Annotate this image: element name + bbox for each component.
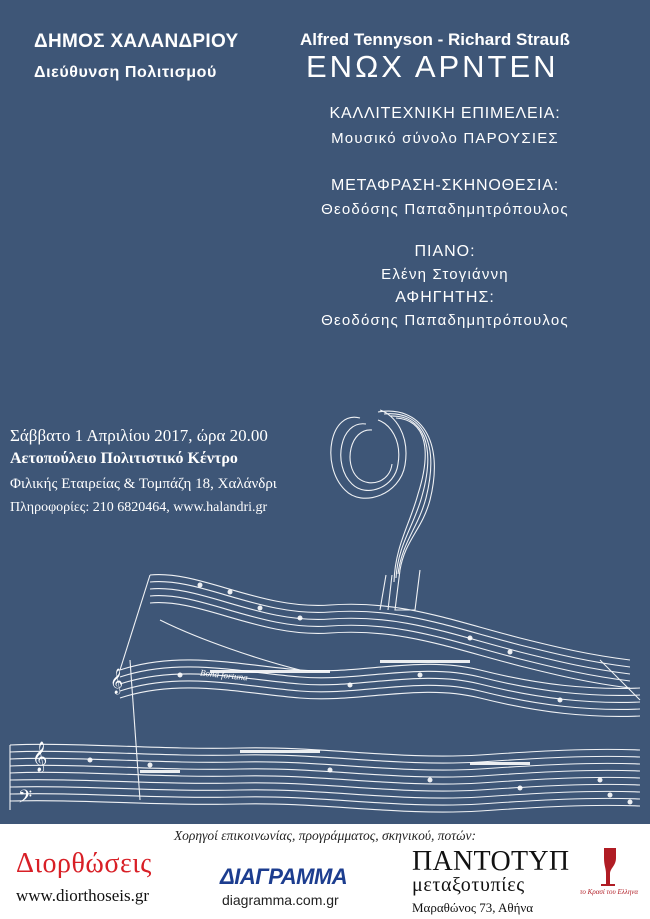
event-address: Φιλικής Εταιρείας & Τομπάζη 18, Χαλάνδρι [10,476,277,492]
score-caption: Bona fortuna [199,667,249,683]
sponsors-strip [0,824,650,919]
wine-glass-icon [576,844,642,914]
production-title: ΕΝΩΧ ΑΡΝΤΕΝ [306,49,559,84]
sponsor-diagramma-logo: ΔΙΑΓΡΑΜΜΑ [220,864,348,889]
bass-clef-icon: 𝄢 [18,787,33,812]
credit-name-narrator: Θεοδόσης Παπαδημητρόπουλος [321,312,569,329]
municipality-name: ΔΗΜΟΣ ΧΑΛΑΝΔΡΙΟΥ [34,31,239,52]
sponsor-diorthoseis-url[interactable]: www.diorthoseis.gr [16,886,149,905]
sponsor-diorthoseis-logo: Διορθώσεις [16,848,152,879]
credit-role-narrator: ΑΦΗΓΗΤΗΣ: [395,289,495,306]
treble-clef-icon: 𝄞 [32,742,48,772]
credit-name-artistic: Μουσικό σύνολο ΠΑΡΟΥΣΙΕΣ [331,130,559,147]
credit-name-piano: Ελένη Στογιάννη [381,266,509,283]
department-name: Διεύθυνση Πολιτισμού [34,64,217,81]
event-date-time: Σάββατο 1 Απριλίου 2017, ώρα 20.00 [10,426,268,445]
sponsors-heading: Χορηγοί επικοινωνίας, προγράμματος, σκηνικού, ποτών: [173,828,477,843]
credit-role-translation: ΜΕΤΑΦΡΑΣΗ-ΣΚΗΝΟΘΕΣΙΑ: [331,177,559,194]
event-venue: Αετοπούλειο Πολιτιστικό Κέντρο [10,450,238,467]
credit-role-piano: ΠΙΑΝΟ: [414,243,476,260]
credit-name-translation: Θεοδόσης Παπαδημητρόπουλος [321,201,569,218]
musical-score-artwork [0,370,650,824]
sponsor-wine-logo [576,844,642,914]
authors: Alfred Tennyson - Richard Strauß [300,30,570,49]
sponsor-wine-name: το Κρασί του Ελληνα [579,888,639,896]
sponsor-pantotyp-address: Μαραθώνος 73, Αθήνα [412,900,534,915]
treble-clef-small-icon: 𝄞 [110,669,124,694]
event-info: Πληροφορίες: 210 6820464, www.halandri.gr [10,500,268,515]
credit-role-artistic: ΚΑΛΛΙΤΕΧΝΙΚΗ ΕΠΙΜΕΛΕΙΑ: [329,105,561,122]
sponsor-pantotyp-tagline: μεταξοτυπίες [412,874,525,896]
sponsor-diagramma-url[interactable]: diagramma.com.gr [222,892,339,908]
sponsor-pantotyp-logo: ΠΑΝΤΟΤΥΠ [412,846,570,877]
